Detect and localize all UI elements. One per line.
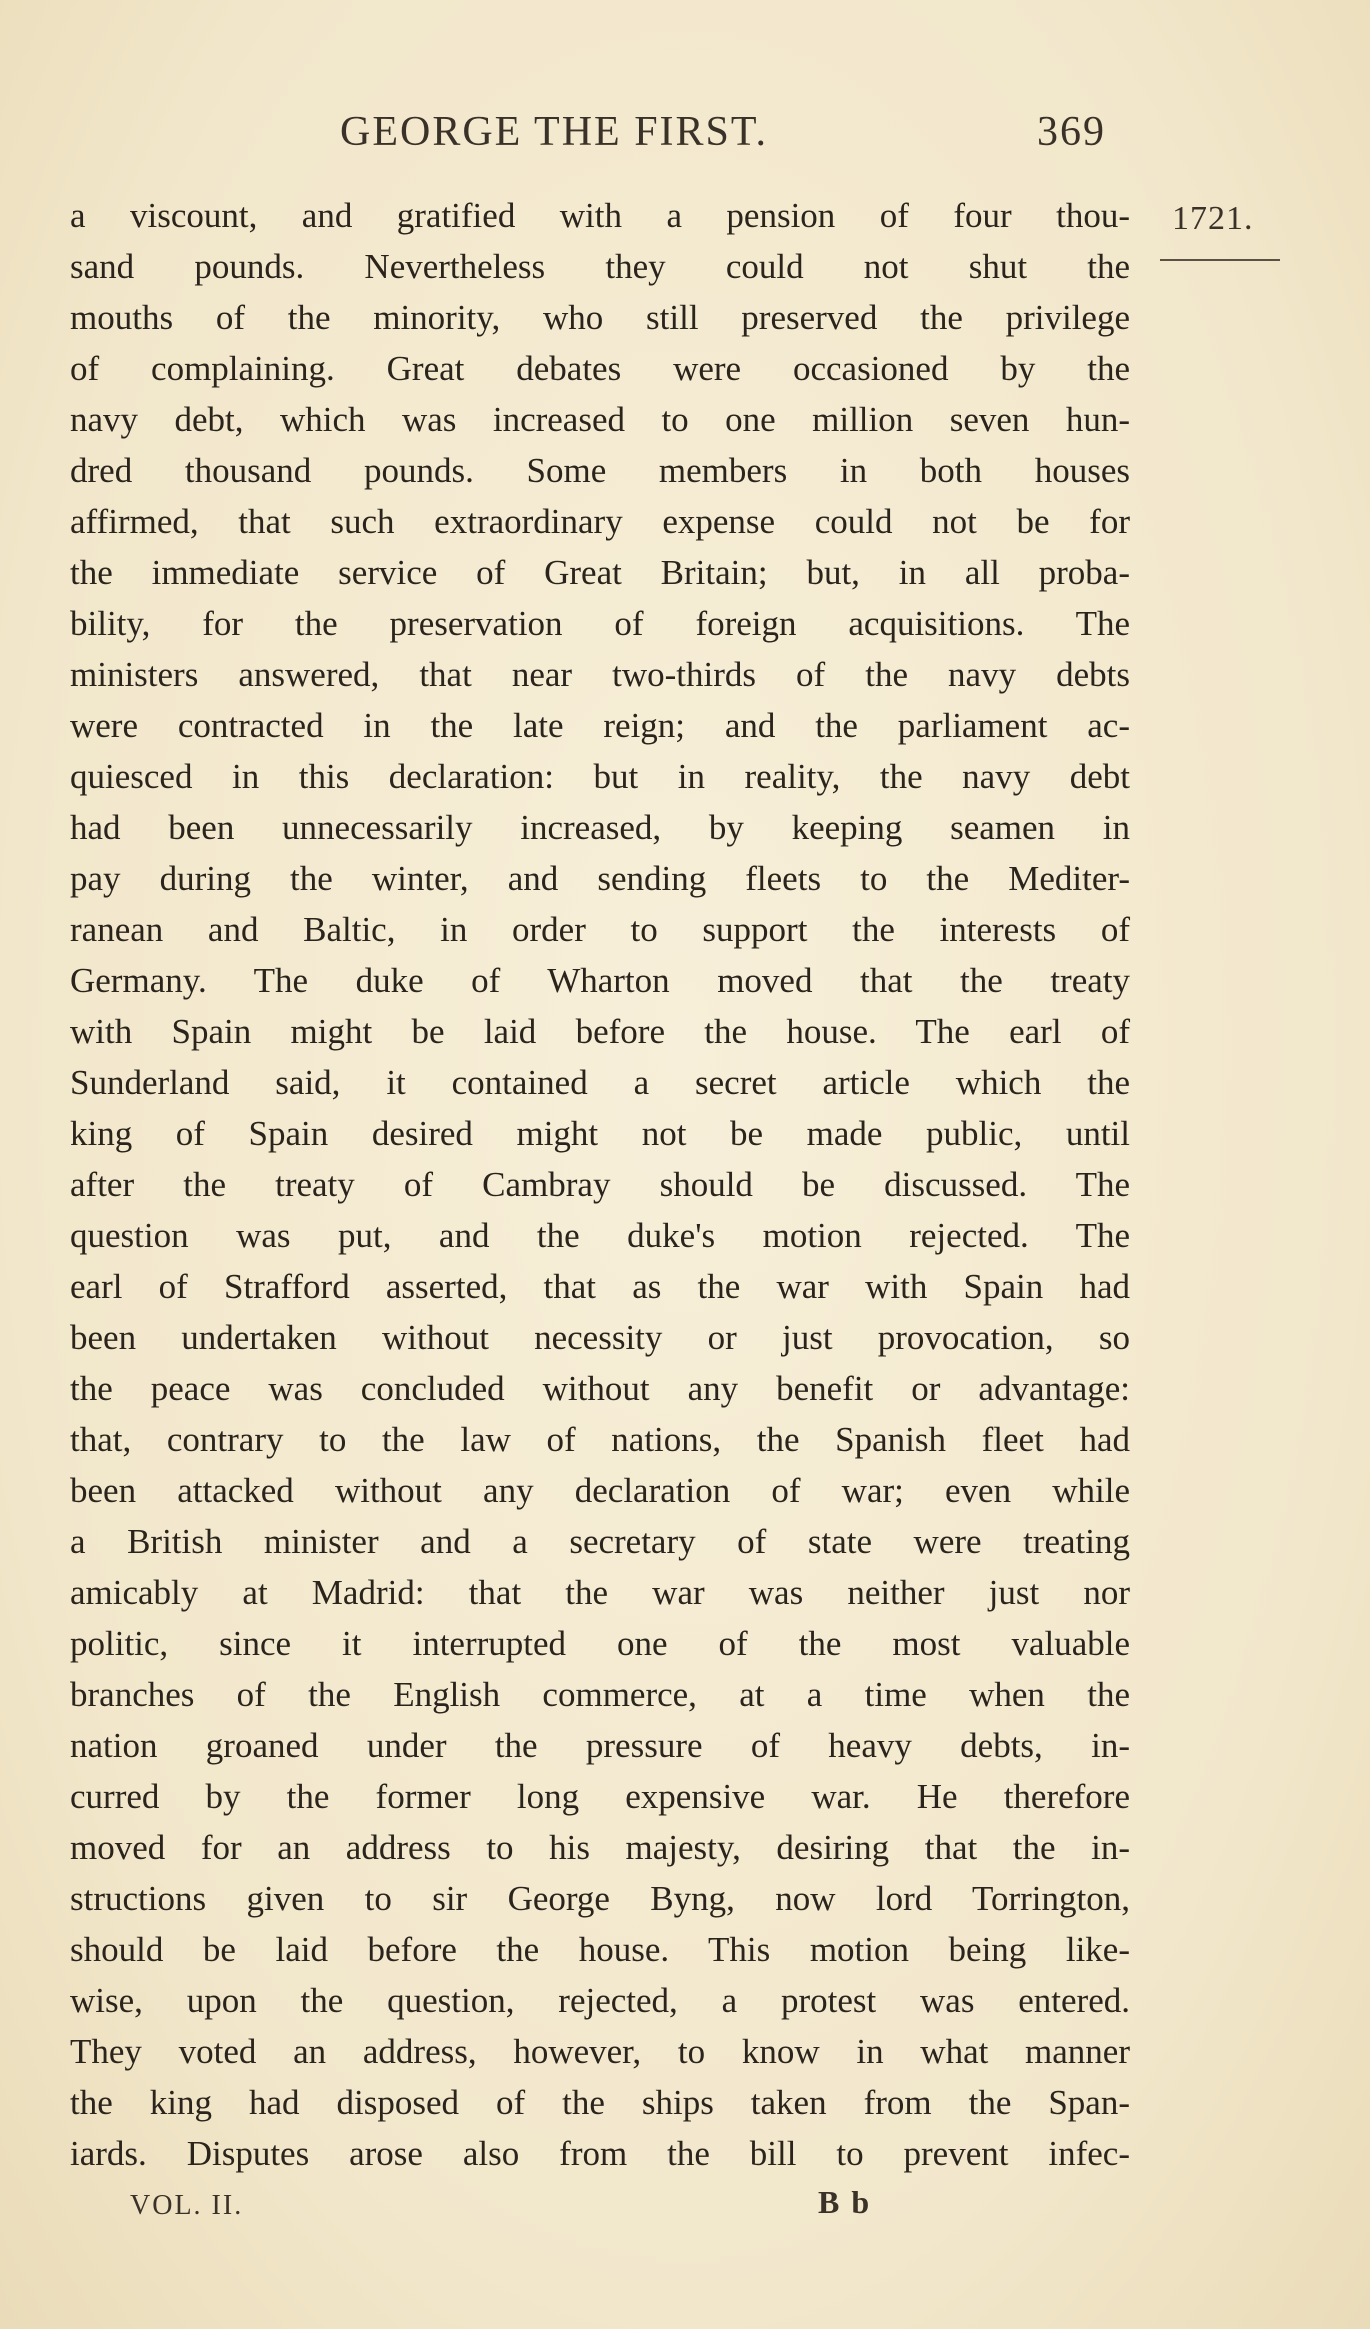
volume-label: VOL. II. [130, 2190, 244, 2221]
text-line: affirmed, that such extraordinary expense could not be for [70, 502, 1130, 541]
text-line: dred thousand pounds. Some members in both houses [70, 451, 1130, 490]
text-line: mouths of the minority, who still preserved the privilege [70, 298, 1130, 337]
margin-rule-divider [1160, 259, 1280, 261]
text-line: should be laid before the house. This motion being like- [70, 1930, 1130, 1969]
text-line: been attacked without any declaration of war; even while [70, 1471, 1130, 1510]
text-line: had been unnecessarily increased, by keeping seamen in [70, 808, 1130, 847]
text-line: amicably at Madrid: that the war was neither just nor [70, 1573, 1130, 1612]
text-line: the immediate service of Great Britain; but, in all proba- [70, 553, 1130, 592]
text-line: pay during the winter, and sending fleets to the Mediter- [70, 859, 1130, 898]
text-line: nation groaned under the pressure of heavy debts, in- [70, 1726, 1130, 1765]
text-line: branches of the English commerce, at a time when the [70, 1675, 1130, 1714]
text-line: bility, for the preservation of foreign acquisitions. The [70, 604, 1130, 643]
text-line: the peace was concluded without any benefit or advantage: [70, 1369, 1130, 1408]
text-line: navy debt, which was increased to one million seven hun- [70, 400, 1130, 439]
text-line: structions given to sir George Byng, now lord Torrington, [70, 1879, 1130, 1918]
body-text [70, 190, 1130, 2179]
text-line: earl of Strafford asserted, that as the war with Spain had [70, 1267, 1130, 1306]
text-line: curred by the former long expensive war. He therefore [70, 1777, 1130, 1816]
signature-line [110, 2184, 910, 2230]
text-line: with Spain might be laid before the house. The earl of [70, 1012, 1130, 1051]
text-line: were contracted in the late reign; and the parliament ac- [70, 706, 1130, 745]
text-line: ministers answered, that near two-thirds of the navy debts [70, 655, 1130, 694]
text-line: after the treaty of Cambray should be discussed. The [70, 1165, 1130, 1204]
text-line: that, contrary to the law of nations, the Spanish fleet had [70, 1420, 1130, 1459]
text-line: of complaining. Great debates were occasioned by the [70, 349, 1130, 388]
text-line: quiesced in this declaration: but in reality, the navy debt [70, 757, 1130, 796]
margin-year-note: 1721. [1172, 200, 1254, 237]
text-line: king of Spain desired might not be made public, until [70, 1114, 1130, 1153]
text-line: Sunderland said, it contained a secret article which the [70, 1063, 1130, 1102]
text-line: wise, upon the question, rejected, a protest was entered. [70, 1981, 1130, 2020]
running-head [340, 108, 1140, 164]
page-number: 369 [1037, 109, 1106, 155]
text-line: a British minister and a secretary of state were treating [70, 1522, 1130, 1561]
text-line: a viscount, and gratified with a pension of four thou- [70, 196, 1130, 235]
text-line: the king had disposed of the ships taken from the Span- [70, 2083, 1130, 2122]
text-line: been undertaken without necessity or just provocation, so [70, 1318, 1130, 1357]
text-line: They voted an address, however, to know in what manner [70, 2032, 1130, 2071]
text-line: iards. Disputes arose also from the bill to prevent infec- [70, 2134, 1130, 2173]
text-line: politic, since it interrupted one of the most valuable [70, 1624, 1130, 1663]
running-head-title: GEORGE THE FIRST. [340, 109, 768, 155]
text-line: moved for an address to his majesty, desiring that the in- [70, 1828, 1130, 1867]
text-line: sand pounds. Nevertheless they could not shut the [70, 247, 1130, 286]
signature-mark: B b [818, 2184, 872, 2220]
text-line: question was put, and the duke's motion rejected. The [70, 1216, 1130, 1255]
text-line: ranean and Baltic, in order to support the interests of [70, 910, 1130, 949]
text-line: Germany. The duke of Wharton moved that the treaty [70, 961, 1130, 1000]
